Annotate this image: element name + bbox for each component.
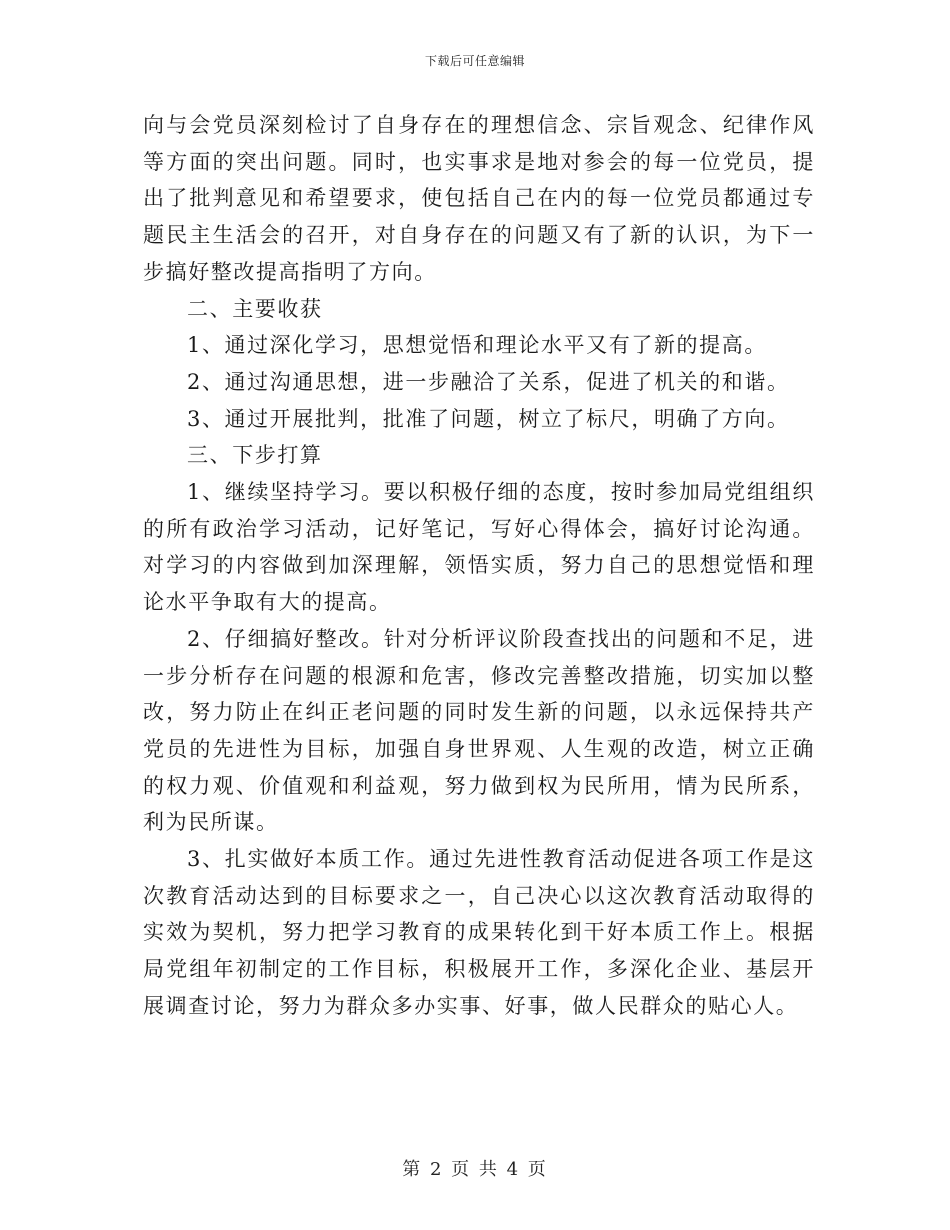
section-heading-next-steps: 三、下步打算: [187, 443, 323, 468]
plan-item-2: 2、仔细搞好整改。针对分析评议阶段查找出的问题和不足，进一步分析存在问题的根源和危害，修改完善整改措施，切实加以整改，努力防止在纠正老问题的同时发生新的问题，以永远保持共产党员的先进性为目标，加强自身世界观、人生观的改造，树立正确的权力观、价值观和利益观，努力做到权为民所用，情为民所系，利为民所谋。: [143, 626, 815, 835]
page-number: 第 2 页 共 4 页: [402, 1159, 548, 1180]
page-header: 下载后可任意编辑: [424, 54, 525, 68]
gain-item-1: 1、通过深化学习，思想觉悟和理论水平又有了新的提高。: [187, 333, 767, 358]
plan-item-1: 1、继续坚持学习。要以积极仔细的态度，按时参加局党组组织的所有政治学习活动，记好笔记，写好心得体会，搞好讨论沟通。对学习的内容做到加深理解，领悟实质，努力自己的思想觉悟和理论水平争取有大的提高。: [143, 480, 815, 615]
plan-item-3: 3、扎实做好本质工作。通过先进性教育活动促进各项工作是这次教育活动达到的目标要求之一，自己决心以这次教育活动取得的实效为契机，努力把学习教育的成果转化到干好本质工作上。根据局党组年初制定的工作目标，积极展开工作，多深化企业、基层开展调查讨论，努力为群众多办实事、好事，做人民群众的贴心人。: [143, 847, 815, 1018]
document-body: [143, 107, 815, 1025]
gain-item-2: 2、通过沟通思想，进一步融洽了关系，促进了机关的和谐。: [187, 369, 790, 394]
paragraph-continuation: 向与会党员深刻检讨了自身存在的理想信念、宗旨观念、纪律作风等方面的突出问题。同时，也实事求是地对参会的每一位党员，提出了批判意见和希望要求，使包括自己在内的每一位党员都通过专题民主生活会的召开，对自身存在的问题又有了新的认识，为下一步搞好整改提高指明了方向。: [143, 113, 815, 284]
gain-item-3: 3、通过开展批判，批准了问题，树立了标尺，明确了方向。: [187, 406, 790, 431]
section-heading-main-gains: 二、主要收获: [187, 296, 323, 321]
